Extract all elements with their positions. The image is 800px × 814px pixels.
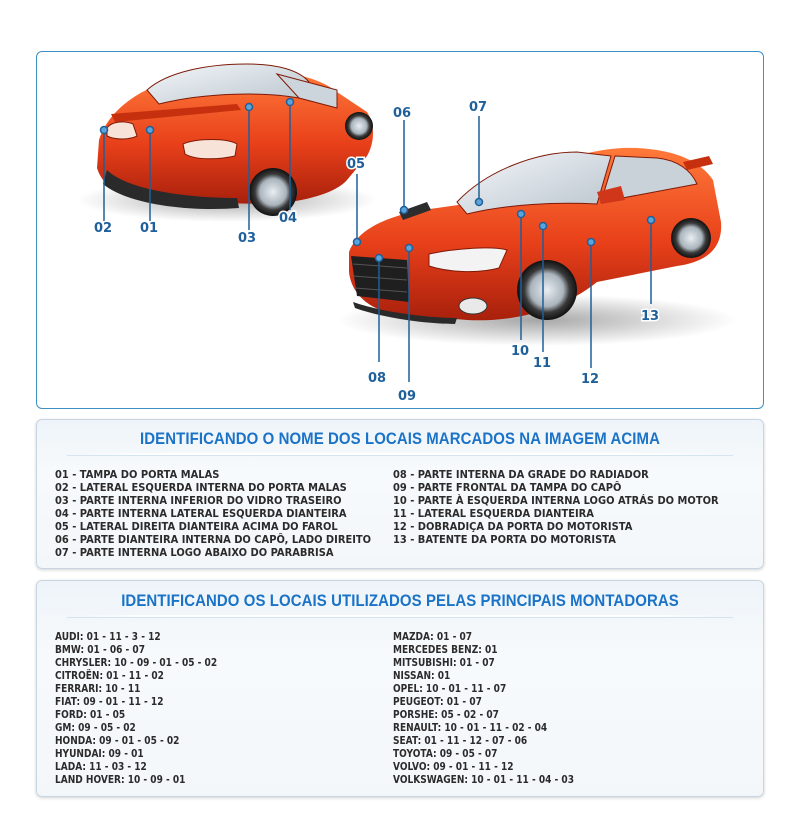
- brand-item: HONDA: 09 - 01 - 05 - 02: [55, 734, 180, 747]
- location-item: 01 - TAMPA DO PORTA MALAS: [55, 468, 220, 481]
- brand-item: FERRARI: 10 - 11: [55, 682, 141, 695]
- marker-13: 13: [641, 309, 660, 324]
- marker-07: 07: [469, 100, 488, 115]
- brand-item: GM: 09 - 05 - 02: [55, 721, 136, 734]
- location-item: 06 - PARTE DIANTEIRA INTERNA DO CAPÔ, LADO DIREITO: [55, 533, 372, 546]
- brand-item: LADA: 11 - 03 - 12: [55, 760, 147, 773]
- marker-11: 11: [533, 356, 552, 371]
- location-item: 11 - LATERAL ESQUERDA DIANTEIRA: [393, 507, 594, 520]
- brand-item: RENAULT: 10 - 01 - 11 - 02 - 04: [393, 721, 548, 734]
- location-item: 10 - PARTE À ESQUERDA INTERNA LOGO ATRÁS DO MOTOR: [393, 494, 719, 507]
- car-diagram-panel: [36, 51, 764, 409]
- brand-item: VOLVO: 09 - 01 - 11 - 12: [393, 760, 514, 773]
- brand-item: CITROËN: 01 - 11 - 02: [55, 669, 164, 682]
- brand-item: HYUNDAI: 09 - 01: [55, 747, 144, 760]
- brand-item: NISSAN: 01: [393, 669, 451, 682]
- brands-title: IDENTIFICANDO OS LOCAIS UTILIZADOS PELAS PRINCIPAIS MONTADORAS: [121, 591, 679, 610]
- location-item: 13 - BATENTE DA PORTA DO MOTORISTA: [393, 533, 616, 546]
- divider: [67, 615, 733, 617]
- front-car-illustration: [337, 148, 737, 346]
- location-item: 07 - PARTE INTERNA LOGO ABAIXO DO PARABRISA: [55, 546, 334, 559]
- location-item: 04 - PARTE INTERNA LATERAL ESQUERDA DIANTEIRA: [55, 507, 347, 520]
- marker-02: 02: [94, 221, 113, 236]
- marker-01: 01: [140, 221, 159, 236]
- marker-09: 09: [398, 389, 417, 404]
- marker-04: 04: [279, 211, 298, 226]
- marker-10: 10: [511, 344, 530, 359]
- car-diagram: [37, 52, 763, 408]
- marker-06: 06: [393, 106, 412, 121]
- brand-item: SEAT: 01 - 11 - 12 - 07 - 06: [393, 734, 528, 747]
- brands-legend-panel: [36, 580, 764, 797]
- brand-item: PEUGEOT: 01 - 07: [393, 695, 482, 708]
- location-item: 05 - LATERAL DIREITA DIANTEIRA ACIMA DO FAROL: [55, 520, 338, 533]
- brands-list-right: [393, 630, 614, 786]
- brands-list-left: [55, 630, 253, 786]
- brand-item: OPEL: 10 - 01 - 11 - 07: [393, 682, 507, 695]
- locations-title: IDENTIFICANDO O NOME DOS LOCAIS MARCADOS NA IMAGEM ACIMA: [140, 429, 660, 448]
- marker-05: 05: [347, 157, 366, 172]
- rear-car-illustration: [77, 64, 377, 222]
- divider: [67, 453, 733, 455]
- brand-item: FIAT: 09 - 01 - 11 - 12: [55, 695, 164, 708]
- location-item: 03 - PARTE INTERNA INFERIOR DO VIDRO TRASEIRO: [55, 494, 342, 507]
- brand-item: FORD: 01 - 05: [55, 708, 126, 721]
- locations-list-right: [393, 468, 755, 546]
- brand-item: BMW: 01 - 06 - 07: [55, 643, 145, 656]
- brand-item: AUDI: 01 - 11 - 3 - 12: [55, 630, 161, 643]
- locations-list-left: [55, 468, 406, 559]
- location-item: 12 - DOBRADIÇA DA PORTA DO MOTORISTA: [393, 520, 633, 533]
- locations-legend-panel: [36, 419, 764, 569]
- marker-12: 12: [581, 372, 600, 387]
- brand-item: CHRYSLER: 10 - 09 - 01 - 05 - 02: [55, 656, 218, 669]
- brand-item: PORSHE: 05 - 02 - 07: [393, 708, 499, 721]
- brand-item: MERCEDES BENZ: 01: [393, 643, 498, 656]
- brand-item: TOYOTA: 09 - 05 - 07: [393, 747, 498, 760]
- brand-item: MITSUBISHI: 01 - 07: [393, 656, 495, 669]
- marker-08: 08: [368, 371, 387, 386]
- brand-item: LAND HOVER: 10 - 09 - 01: [55, 773, 186, 786]
- marker-03: 03: [238, 231, 257, 246]
- brand-item: VOLKSWAGEN: 10 - 01 - 11 - 04 - 03: [393, 773, 574, 786]
- brand-item: MAZDA: 01 - 07: [393, 630, 473, 643]
- location-item: 08 - PARTE INTERNA DA GRADE DO RADIADOR: [393, 468, 649, 481]
- location-item: 09 - PARTE FRONTAL DA TAMPA DO CAPÔ: [393, 481, 622, 494]
- location-item: 02 - LATERAL ESQUERDA INTERNA DO PORTA MALAS: [55, 481, 347, 494]
